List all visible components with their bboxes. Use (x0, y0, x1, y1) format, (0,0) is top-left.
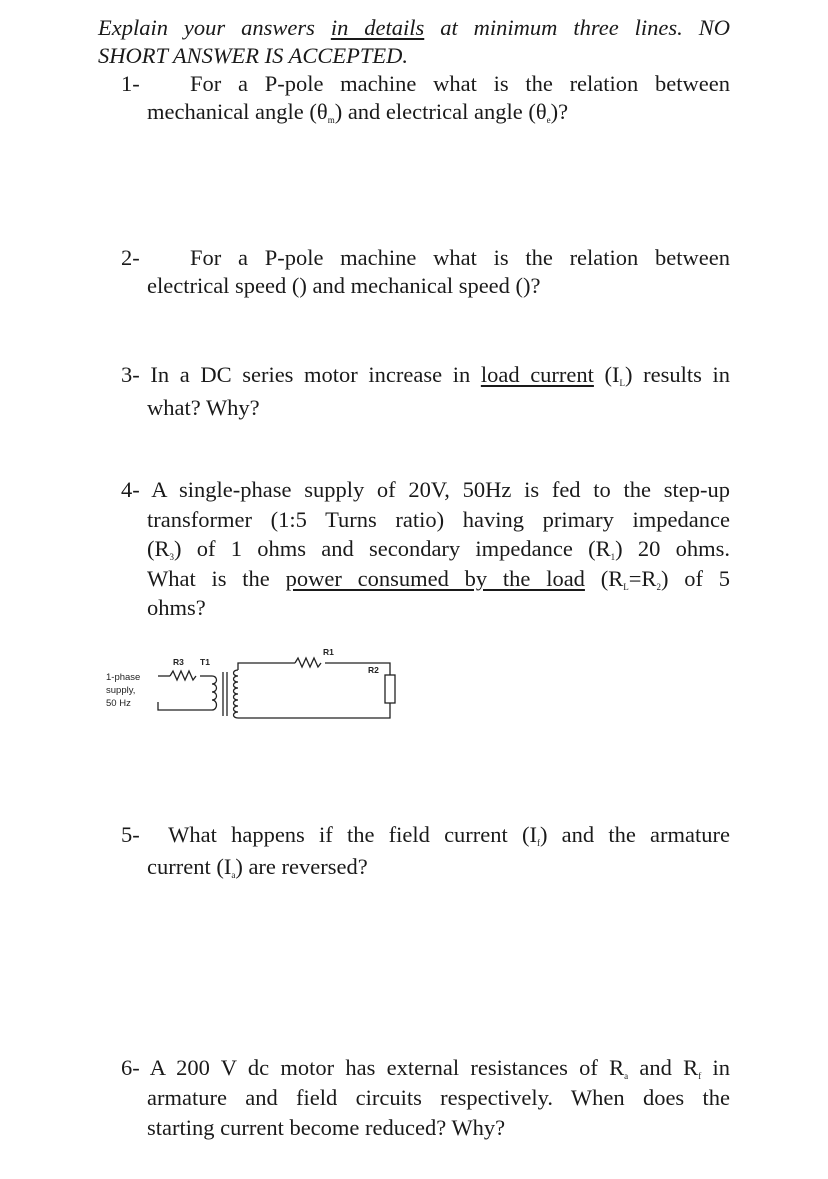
source-label-line-2: supply, (106, 685, 136, 696)
instructions-line-2: SHORT ANSWER IS ACCEPTED. (98, 43, 409, 68)
label-t1: T1 (200, 657, 210, 667)
wire-to-load (325, 663, 390, 675)
question-4: 4- A single-phase supply of 20V, 50Hz is fed to the step-up transformer (1:5 Turns ratio) having primary impedance $(R_3)$ of 1 ohms and secondary impedance $(R_1)$ 20 ohms. What is the power consumed by the load $(R_L=R_2)$ of 5 ohms? (121, 477, 730, 620)
secondary-top-wire (238, 663, 295, 670)
question-1: 1- For a P-pole machine what is the relation between mechanical angle $(\theta_m)$ and electrical angle $(\theta_e)$? (121, 71, 730, 125)
instructions (98, 14, 730, 70)
primary-coil (212, 676, 217, 710)
question-number: 6- (121, 1055, 140, 1080)
label-r3: R3 (173, 657, 184, 667)
question-5: 5- What happens if the field current $(I_f)$ and the armature current $(I_a)$ are reversed? (121, 822, 730, 880)
question-2: 2- For a P-pole machine what is the relation between electrical speed () and mechanical speed ()? (121, 245, 730, 298)
question-number: 2- (121, 245, 140, 270)
label-r1: R1 (323, 647, 334, 657)
transformer-circuit-diagram (100, 640, 410, 730)
emphasis-in-details: in details (330, 15, 425, 40)
resistor-r1 (295, 658, 321, 667)
source-label-line-3: 50 Hz (106, 698, 131, 709)
question-3: 3- In a DC series motor increase in load current $(I_L)$ results in what? Why? (121, 362, 730, 420)
load-resistor-r2 (385, 675, 395, 703)
secondary-coil (234, 670, 239, 718)
question-number: 3- (121, 362, 140, 387)
emphasis-load-current: load current (480, 362, 594, 387)
emphasis-power-consumed: power consumed by the load (285, 565, 585, 591)
source-label-line-1: 1-phase (106, 672, 141, 683)
label-r2: R2 (368, 665, 379, 675)
question-6: 6- A 200 V dc motor has external resistances of $R_a$ and $R_f$ in armature and field circuits respectively. When does the starting current become reduced? Why? (121, 1055, 730, 1140)
transformer-core (223, 672, 227, 716)
question-number: 1- (121, 71, 140, 96)
instructions-line-1: Explain your answers in details at minimum three lines. NO (98, 15, 730, 40)
question-number: 5- (121, 822, 140, 847)
resistor-r3 (170, 671, 196, 680)
question-number: 4- (121, 477, 140, 502)
secondary-bottom-wire (238, 703, 390, 718)
primary-bottom-wire (158, 702, 212, 710)
